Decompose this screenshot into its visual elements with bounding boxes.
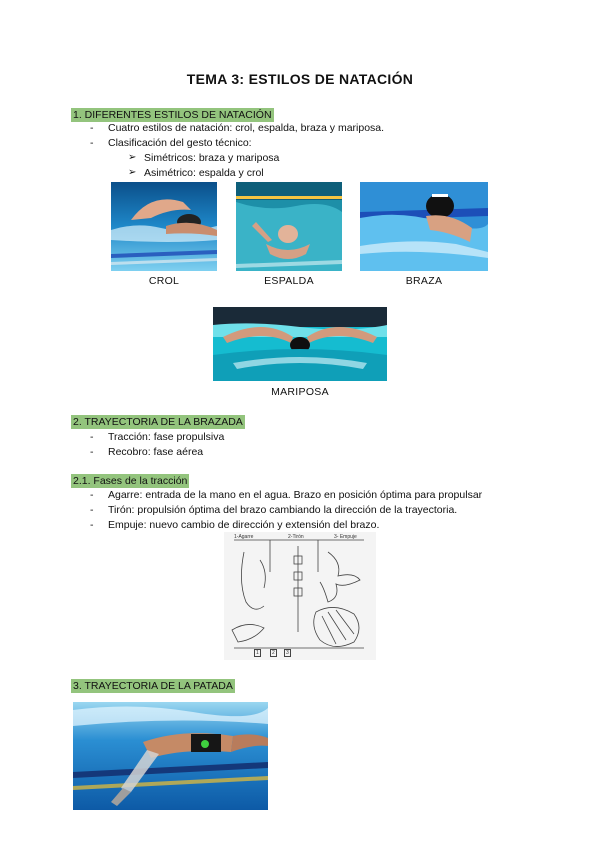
bullet-item: - Clasificación del gesto técnico:	[90, 137, 252, 149]
crol-photo	[111, 182, 217, 271]
mariposa-photo	[213, 307, 387, 381]
diagram-label: 1	[256, 650, 259, 656]
section-heading-fases: 2.1. Fases de la tracción	[73, 475, 188, 487]
bullet-item: - Empuje: nuevo cambio de dirección y extensión del brazo.	[90, 519, 380, 531]
section-heading-estilos: 1. DIFERENTES ESTILOS DE NATACIÓN	[73, 109, 272, 121]
diagram-label: 2	[272, 650, 275, 656]
braza-photo	[360, 182, 488, 271]
arrow-bullet-icon: ➢	[128, 152, 137, 163]
diagram-label: 3- Empuje	[334, 534, 357, 540]
caption-espalda: ESPALDA	[264, 275, 314, 287]
stroke-phases-diagram	[224, 532, 376, 660]
diagram-label: 3	[286, 650, 289, 656]
bullet-item: - Tracción: fase propulsiva	[90, 431, 225, 443]
caption-braza: BRAZA	[405, 275, 443, 287]
bullet-item: - Recobro: fase aérea	[90, 446, 204, 458]
bullet-item: - Cuatro estilos de natación: crol, espalda, braza y mariposa.	[90, 122, 385, 134]
arrow-bullet-icon: ➢	[128, 167, 137, 178]
sub-bullet-item: ➢ Simétricos: braza y mariposa	[128, 152, 280, 164]
page-title: TEMA 3: ESTILOS DE NATACIÓN	[186, 71, 414, 87]
caption-crol: CROL	[148, 275, 180, 287]
bullet-item: - Agarre: entrada de la mano en el agua. Brazo en posición óptima para propulsar	[90, 489, 483, 501]
caption-mariposa: MARIPOSA	[271, 386, 329, 398]
section-heading-brazada: 2. TRAYECTORIA DE LA BRAZADA	[73, 416, 243, 428]
section-heading-patada: 3. TRAYECTORIA DE LA PATADA	[73, 680, 233, 692]
espalda-photo	[236, 182, 342, 271]
patada-photo	[73, 702, 268, 810]
sub-bullet-item: ➢ Asimétrico: espalda y crol	[128, 167, 264, 179]
bullet-item: - Tirón: propulsión óptima del brazo cambiando la dirección de la trayectoria.	[90, 504, 458, 516]
diagram-label: 2-Tirón	[288, 534, 304, 540]
diagram-label: 1-Agarre	[234, 534, 254, 540]
